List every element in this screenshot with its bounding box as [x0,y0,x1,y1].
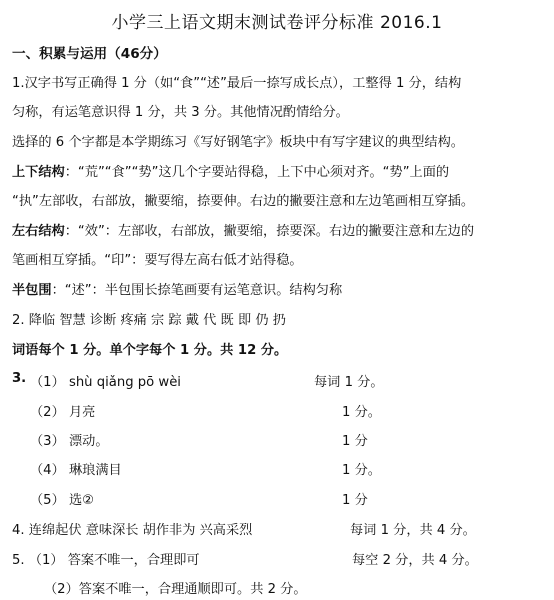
q3-item-5-label: （5） 选② [30,493,94,508]
q5-line2: （2）答案不唯一，合理通顺即可。共 2 分。 [44,582,307,597]
q1-line3: 选择的 6 个字都是本学期练习《写好钢笔字》板块中有写字建议的典型结构。 [12,135,464,150]
q1-updown [12,161,449,180]
q3-item-2-label: （2） 月亮 [30,405,96,420]
page-title: 小学三上语文期末测试卷评分标准 2016.1 [111,13,443,33]
q3-item-3-label: （3） 漂动。 [30,434,109,449]
leftright-label: 左右结构 [12,224,65,239]
updown-text1: ：“荒”“食”“势”这几个字要站得稳，上下中心须对齐。“势”上面的 [64,165,450,180]
q1-halfenclose [12,279,342,298]
q3-item-3-score: 1 分 [342,434,368,449]
q3-number: 3. [12,371,27,386]
q5-line1: 5. （1） 答案不唯一，合理即可 [12,553,200,568]
q1-line1: 1.汉字书写正确得 1 分（如“食”“述”最后一捺写成长点），工整得 1 分，结构 [12,76,462,91]
q5-score1: 每空 2 分，共 4 分。 [352,553,478,568]
updown-label: 上下结构 [12,165,65,180]
section1-heading: 一、积累与运用（46分） [12,46,167,62]
q3-item-1-score: 每词 1 分。 [314,375,384,390]
q4-score: 每词 1 分，共 4 分。 [350,523,476,538]
halfenclose-text: ：“述”：半包围长捺笔画要有运笔意识。结构匀称 [51,283,343,298]
q3-item-4-score: 1 分。 [342,463,381,478]
q1-leftright-text2: 笔画相互穿插。“印”：要写得左高右低才站得稳。 [12,253,303,268]
q1-updown-text2: “执”左部收，右部放，撇要缩，捺要伸。右边的撇要注意和左边笔画相互穿插。 [12,194,475,209]
q3-item-1-label: （1） shù qiǎng pō wèi [30,375,181,390]
q2-scoring: 词语每个 1 分。单个字每个 1 分。共 12 分。 [12,343,288,358]
leftright-text1: ：“效”：左部收，右部放，撇要缩，捺要深。右边的撇要注意和左边的 [64,224,475,239]
q3-item-2-score: 1 分。 [342,405,381,420]
q3-item-5-score: 1 分 [342,493,368,508]
q1-leftright [12,220,474,239]
halfenclose-label: 半包围 [12,283,52,298]
q2-line: 2. 降临 智慧 诊断 疼痛 宗 踪 戴 代 既 即 仍 扔 [12,313,286,328]
q1-line2: 匀称，有运笔意识得 1 分，共 3 分。其他情况酌情给分。 [12,105,349,120]
q4-line: 4. 连绵起伏 意味深长 胡作非为 兴高采烈 [12,523,253,538]
q3-item-4-label: （4） 琳琅满目 [30,463,122,478]
